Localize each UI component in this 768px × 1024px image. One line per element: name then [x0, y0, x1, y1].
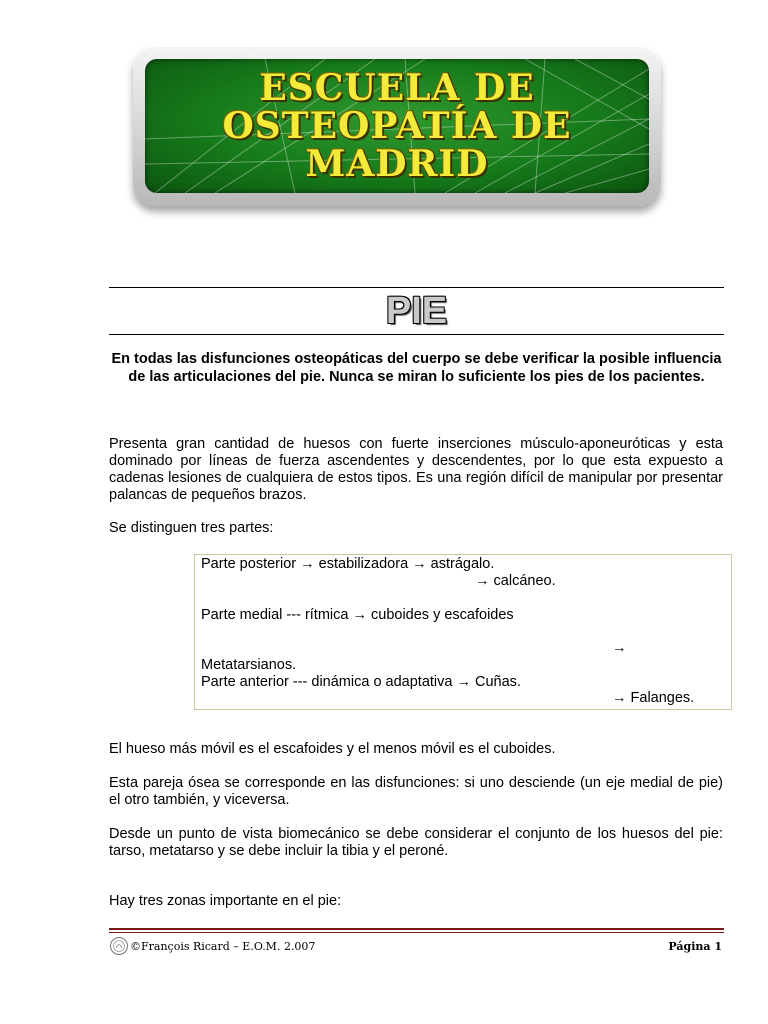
paragraph-1: Presenta gran cantidad de huesos con fuerte inserciones músculo-aponeuróticas y esta dominado por líneas de fuerza ascendentes y descendentes, por lo que esta expuesto a cadenas lesiones de cualquiera de estos tipos. Es una región difícil de manipular por presentar palancas de pequeños brazos. [109, 436, 723, 503]
paragraph-5: Desde un punto de vista biomecánico se debe considerar el conjunto de los huesos del pie: tarso, metatarso y se debe incluir la tibia y el peroné. [109, 826, 723, 859]
box-line-arrow: → [612, 640, 627, 656]
paragraph-2: Se distinguen tres partes: [109, 520, 274, 536]
box-line-falanges: → Falanges. [612, 690, 695, 706]
page-title: PIE [385, 290, 448, 332]
footer-rule-thin [109, 932, 724, 933]
banner-title [145, 69, 649, 183]
paragraph-6: Hay tres zonas importante en el pie: [109, 893, 342, 909]
seal-icon [109, 936, 129, 956]
paragraph-4: Esta pareja ósea se corresponde en las disfunciones: si uno desciende (un eje medial de pie) el otro también, y viceversa. [109, 775, 723, 808]
box-line-anterior: Parte anterior --- dinámica o adaptativa → Cuñas. [201, 674, 521, 690]
title-rule-bottom [109, 334, 724, 335]
banner-line-3: MADRID [305, 143, 489, 185]
footer-copyright: ©François Ricard – E.O.M. 2.007 [130, 940, 316, 953]
banner-panel [145, 59, 649, 193]
box-line-medial: Parte medial --- rítmica → cuboides y escafoides [201, 607, 514, 623]
box-line-metatarsianos: Metatarsianos. [201, 657, 297, 673]
footer-rule [109, 928, 724, 930]
school-banner [133, 46, 661, 206]
box-line-calcaneo: → calcáneo. [475, 573, 556, 589]
paragraph-3: El hueso más móvil es el escafoides y el menos móvil es el cuboides. [109, 741, 556, 757]
footer-page-number: Página 1 [668, 940, 722, 953]
intro-paragraph: En todas las disfunciones osteopáticas del cuerpo se debe verificar la posible influencia de las articulaciones del pie. Nunca se miran lo suficiente los pies de los pacientes. [111, 351, 722, 385]
box-line-posterior: Parte posterior → estabilizadora → astrágalo. [201, 556, 495, 572]
banner-line-2: OSTEOPATÍA DE [222, 105, 572, 147]
banner-line-1: ESCUELA DE [259, 67, 535, 109]
parts-box [194, 554, 732, 710]
